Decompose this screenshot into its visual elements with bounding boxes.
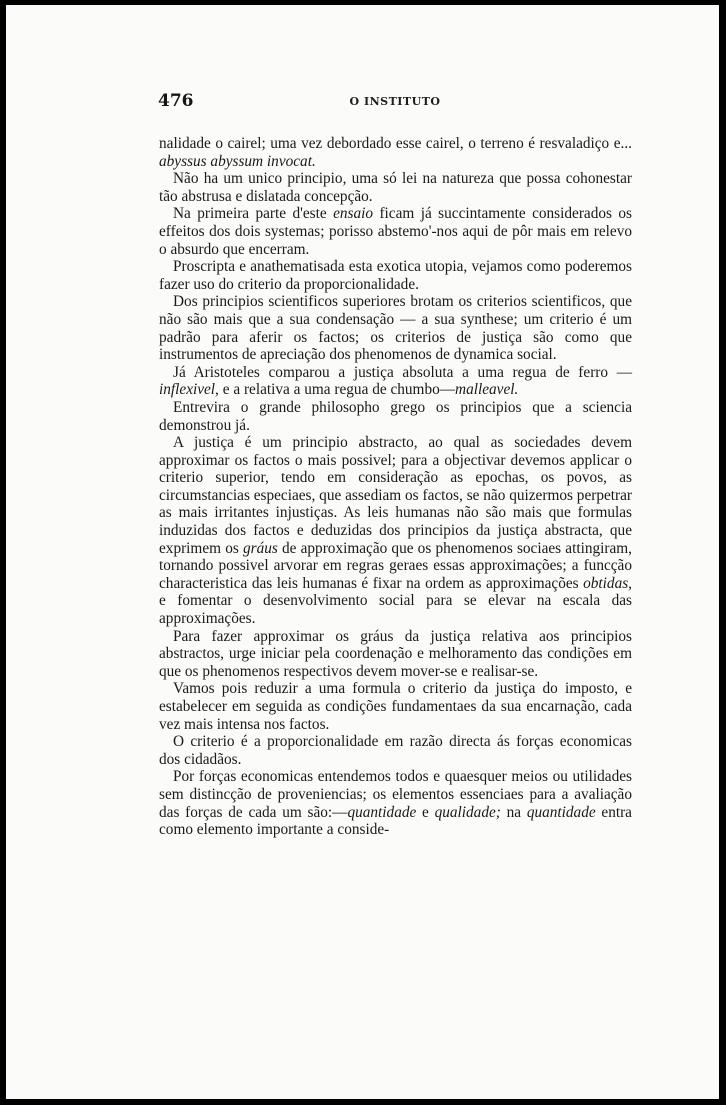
italic-text-run: ensaio	[333, 205, 374, 223]
italic-text-run: obtidas,	[583, 574, 632, 592]
italic-text-run: abyssus abyssum invocat.	[159, 152, 316, 170]
text-run: Vamos pois reduzir a uma formula o criterio da justiça do imposto, e estabelecer em seguida as condições fundamentaes da sua encarnação, cada vez mais intensa nos factos.	[159, 680, 632, 733]
paragraph	[159, 170, 632, 205]
text-run: O criterio é a proporcionalidade em razão directa ás forças economicas dos cidadãos.	[159, 733, 632, 768]
paragraph	[159, 680, 632, 733]
text-run: Dos principios scientificos superiores brotam os criterios scientificos, que não são mais que a sua condensação — a sua synthese; um criterio é um padrão para aferir os factos; os criterios de justiça são como que instrumentos de apreciação dos phenomenos de dynamica social.	[159, 293, 632, 364]
page-header	[158, 91, 632, 113]
text-run: Por forças economicas entendemos todos e quaesquer meios ou utilidades sem distincção de proveniencias; os elementos essenciaes para a avaliação das forças de cada um são:—	[159, 768, 632, 821]
text-run: e a relativa a uma regua de chumbo—	[218, 381, 456, 399]
text-run: Proscripta e anathematisada esta exotica utopia, vejamos como poderemos fazer uso do criterio da proporcionalidade.	[159, 258, 632, 293]
book-page	[6, 5, 719, 1099]
italic-text-run: malleavel.	[455, 381, 519, 399]
text-run: ficam já succintamente considerados os effeitos dos dois systemas; porisso abstemo'-nos aqui de pôr mais em relevo o absurdo que encerram.	[159, 205, 632, 258]
paragraph	[159, 733, 632, 768]
paragraph	[159, 768, 632, 838]
text-run: Para fazer approximar os gráus da justiça relativa aos principios abstractos, urge iniciar pela coordenação e melhoramento das condições em que os phenomenos respectivos devem mover-se e realisar-se.	[159, 627, 632, 680]
paragraph	[159, 628, 632, 681]
text-run: Não ha um unico principio, uma só lei na natureza que possa cohonestar tão abstrusa e dislatada concepção.	[159, 170, 632, 205]
page-number: 476	[158, 91, 194, 111]
paragraph	[159, 258, 632, 293]
text-run: entra como elemento importante a conside-	[159, 803, 632, 839]
paragraph	[159, 399, 632, 434]
text-run: na	[500, 803, 527, 821]
text-run: e	[416, 803, 435, 821]
italic-text-run: quantidade	[347, 803, 417, 821]
paragraph	[159, 135, 632, 170]
body-text	[159, 135, 632, 839]
italic-text-run: gráus	[242, 539, 278, 557]
text-run: Entrevira o grande philosopho grego os principios que a sciencia demonstrou já.	[159, 398, 632, 434]
text-run: nalidade o cairel; uma vez debordado esse cairel, o terreno é resvaladiço e...	[159, 135, 632, 152]
paragraph	[159, 364, 632, 399]
italic-text-run: quantidade	[526, 803, 596, 821]
italic-text-run: qualidade;	[434, 803, 501, 821]
paragraph	[159, 434, 632, 628]
paragraph	[159, 293, 632, 363]
running-title: O INSTITUTO	[349, 95, 441, 108]
text-run: Já Aristoteles comparou a justiça absoluta a uma regua de ferro —	[173, 363, 632, 381]
text-run: Na primeira parte d'este	[173, 205, 334, 223]
paragraph	[159, 205, 632, 258]
italic-text-run: inflexivel,	[159, 381, 219, 399]
text-run: A justiça é um principio abstracto, ao qual as sociedades devem approximar os factos o mais possivel; para a objectivar devemos applicar o criterio superior, tendo em consideração as epochas, os povos, as circumstancias especiaes, que assediam os factos, se não quizermos perpetrar as mais irritantes injustiças. As leis humanas não são mais que formulas induzidas dos factos e deduzidas dos principios da justiça abstracta, que exprimem os	[159, 434, 632, 557]
text-run: e fomentar o desenvolvimento social para se elevar na escala das approximações.	[159, 592, 632, 628]
text-run: de approximação que os phenomenos sociaes attingiram, tornando possivel arvorar em regras geraes essas approximações; a funcção characteristica das leis humanas é fixar na ordem as approximações	[159, 539, 632, 592]
